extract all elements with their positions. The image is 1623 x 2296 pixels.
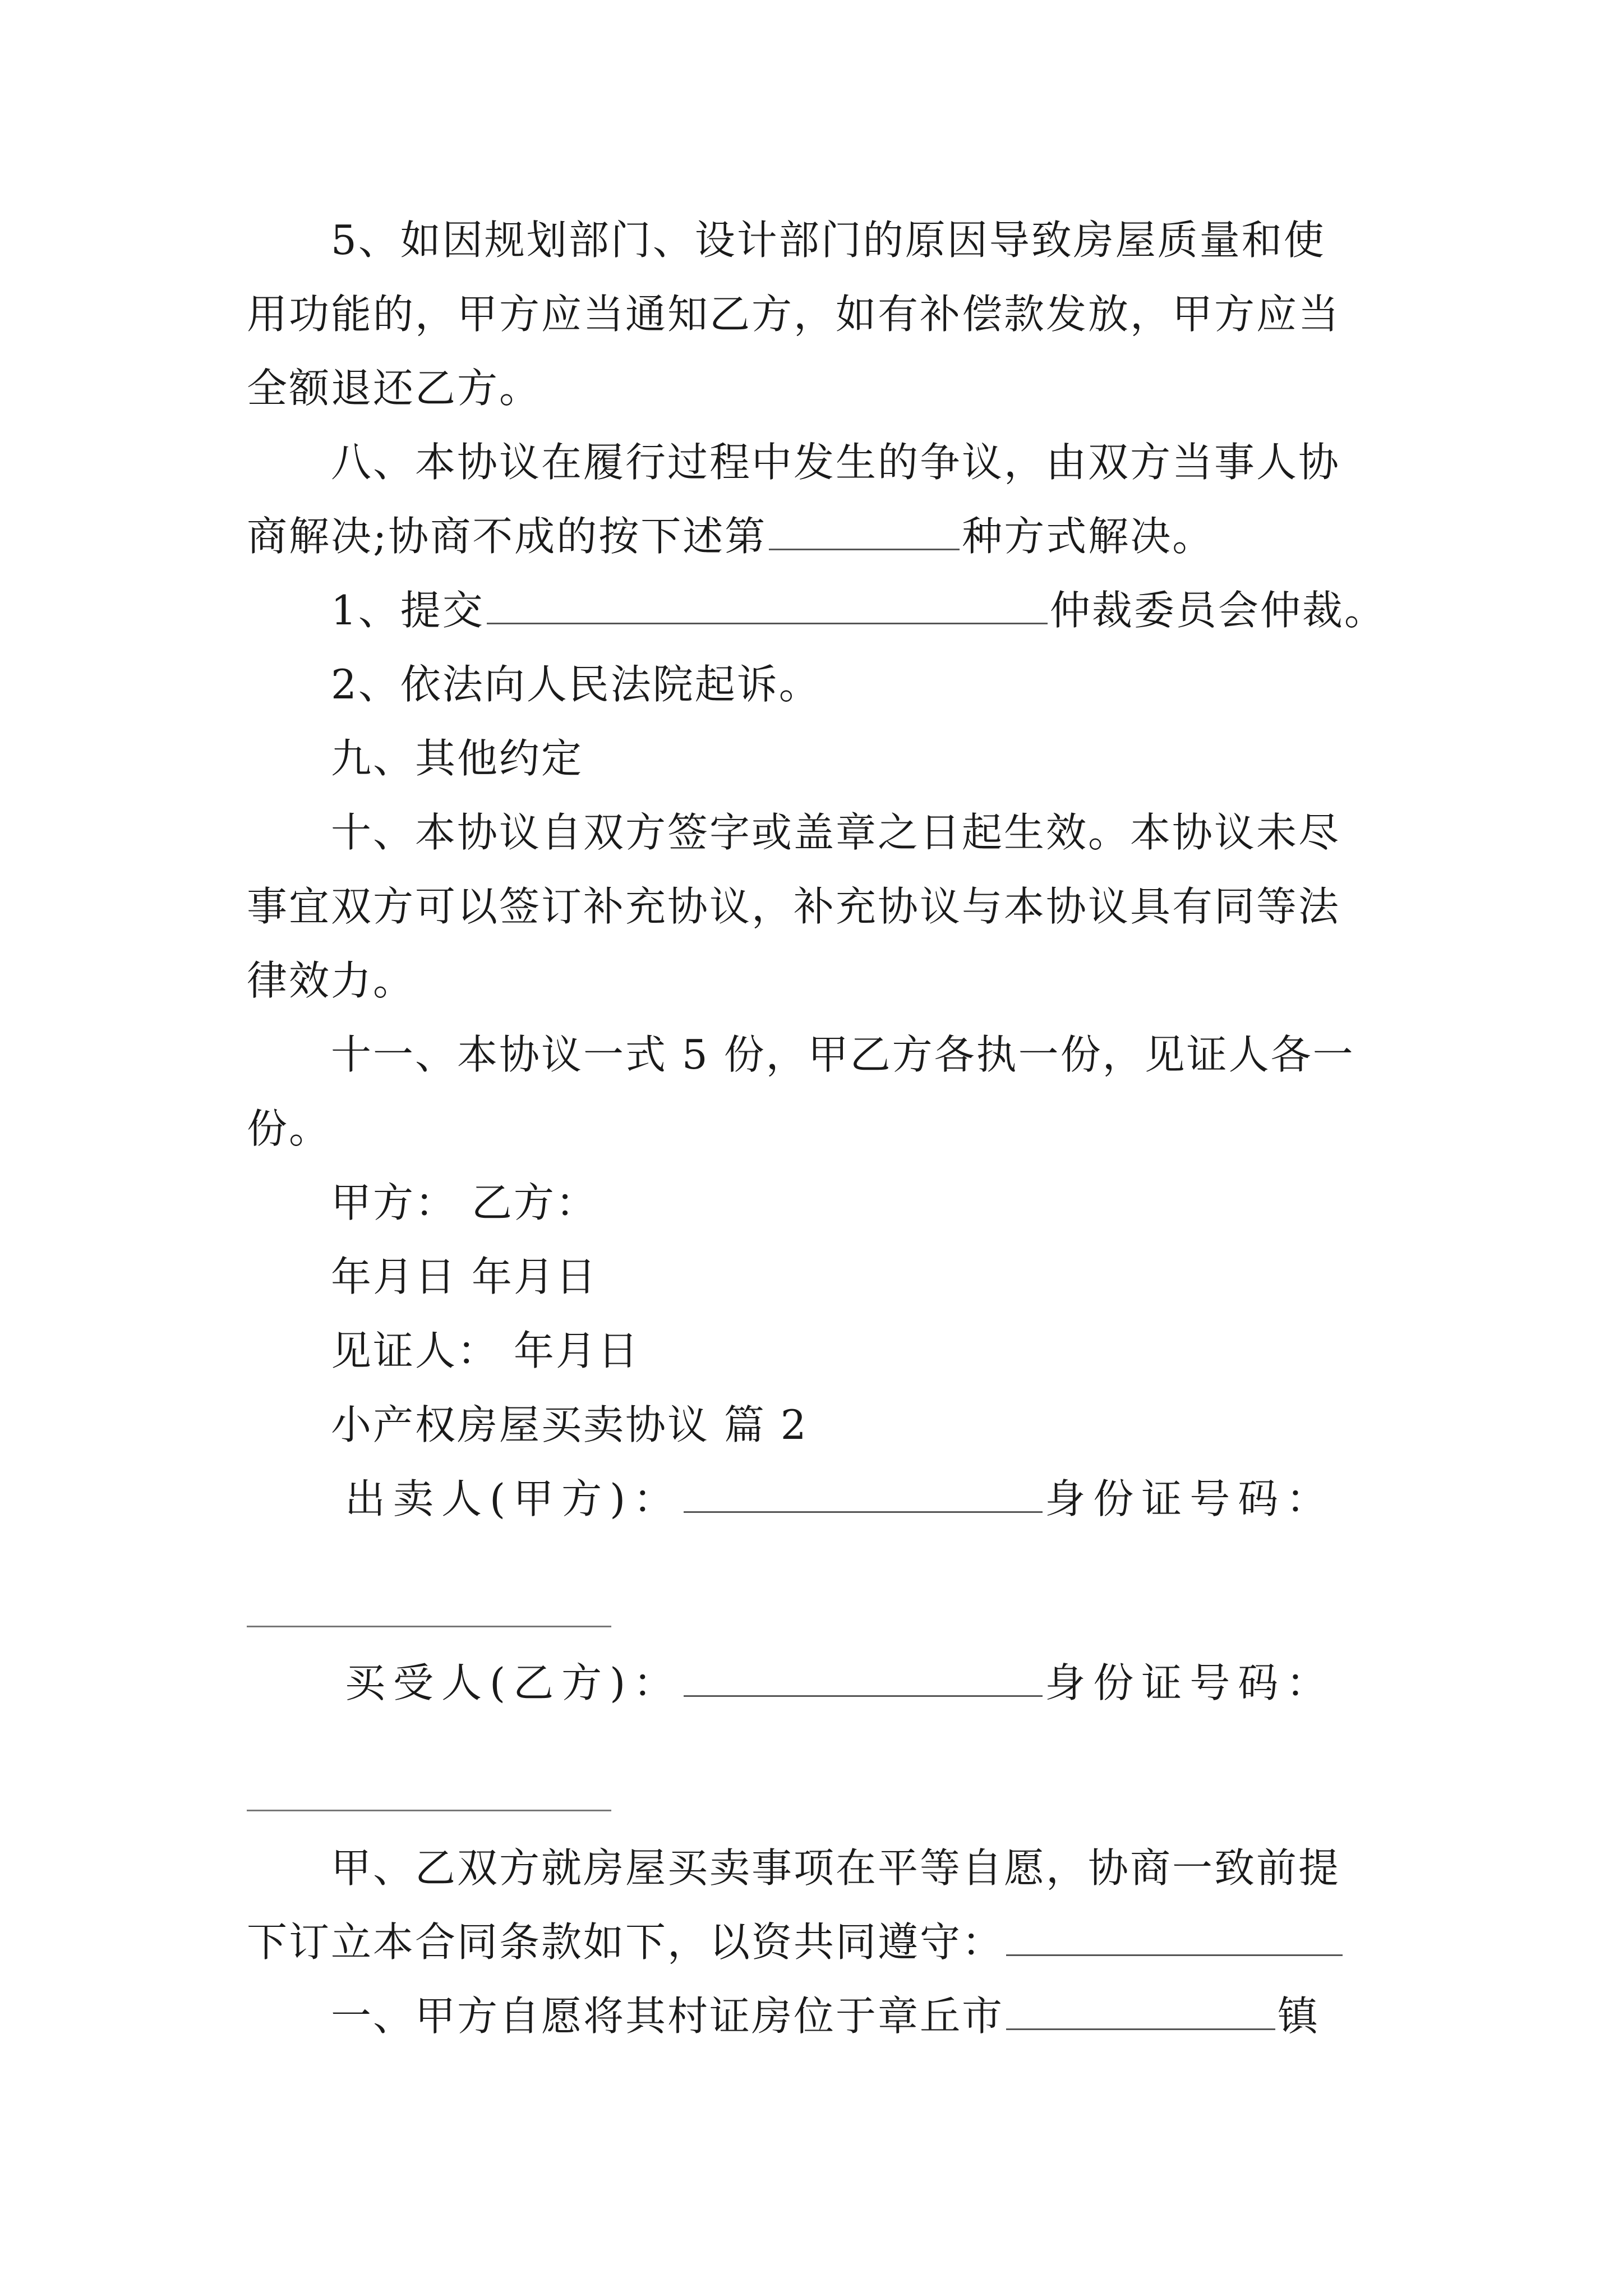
seller-label: 出卖人(甲方)： xyxy=(345,1475,682,1522)
clause-8-text-end: 种方式解决。 xyxy=(962,513,1215,560)
signature-parties-line: 甲方： 乙方： xyxy=(331,1179,598,1226)
buyer-id-label: 身份证号码： xyxy=(1045,1659,1335,1706)
article-1-text: 一、甲方自愿将其村证房位于章丘市 xyxy=(331,1993,1004,2040)
section-title-article-2: 小产权房屋买卖协议 篇 2 xyxy=(331,1401,808,1448)
seller-line xyxy=(345,1472,1334,1526)
preamble-text: 下订立本合同条款如下，以资共同遵守： xyxy=(247,1918,1004,1966)
arbitration-committee-blank xyxy=(487,589,1048,624)
signature-dates-line: 年月日 年月日 xyxy=(331,1253,598,1300)
dispute-method-blank xyxy=(769,515,960,550)
clause-10-line-3: 律效力。 xyxy=(247,957,416,1004)
clause-5-line-2: 用功能的，甲方应当通知乙方，如有补偿款发放，甲方应当 xyxy=(247,291,1341,338)
clause-8-text: 商解决;协商不成的按下述第 xyxy=(247,513,767,560)
clause-8-line-2 xyxy=(247,509,1214,563)
witness-line: 见证人： 年月日 xyxy=(331,1327,640,1374)
preamble-blank xyxy=(1006,1921,1343,1956)
clause-8-line-1: 八、本协议在履行过程中发生的争议，由双方当事人协 xyxy=(331,439,1341,486)
option-1-line xyxy=(331,583,1386,637)
clause-10-line-2: 事宜双方可以签订补充协议，补充协议与本协议具有同等法 xyxy=(247,883,1341,930)
preamble-line-1: 甲、乙双方就房屋买卖事项在平等自愿，协商一致前提 xyxy=(331,1844,1341,1892)
preamble-line-2 xyxy=(247,1915,1345,1969)
buyer-label: 买受人(乙方)： xyxy=(345,1659,682,1706)
option-2-line: 2、依法向人民法院起诉。 xyxy=(331,661,821,708)
clause-5-line-1: 5、如因规划部门、设计部门的原因导致房屋质量和使 xyxy=(331,217,1326,264)
option-1-text: 1、提交 xyxy=(331,587,485,634)
buyer-name-blank xyxy=(684,1662,1043,1697)
article-1-text-end: 镇 xyxy=(1278,1993,1320,2040)
buyer-line xyxy=(345,1656,1334,1710)
clause-9-line: 九、其他约定 xyxy=(331,735,584,782)
seller-name-blank xyxy=(684,1478,1043,1513)
option-1-text-end: 仲裁委员会仲裁。 xyxy=(1049,587,1386,634)
clause-10-line-1: 十、本协议自双方签字或盖章之日起生效。本协议未尽 xyxy=(331,809,1341,856)
seller-id-label: 身份证号码： xyxy=(1045,1475,1335,1522)
seller-id-blank xyxy=(247,1626,611,1627)
article-1-line xyxy=(331,1989,1320,2043)
town-blank xyxy=(1006,1995,1275,2030)
clause-11-line-1: 十一、本协议一式 5 份，甲乙方各执一份，见证人各一 xyxy=(331,1031,1355,1078)
buyer-id-blank xyxy=(247,1810,611,1811)
clause-5-line-3: 全额退还乙方。 xyxy=(247,365,542,412)
clause-11-line-2: 份。 xyxy=(247,1105,331,1152)
